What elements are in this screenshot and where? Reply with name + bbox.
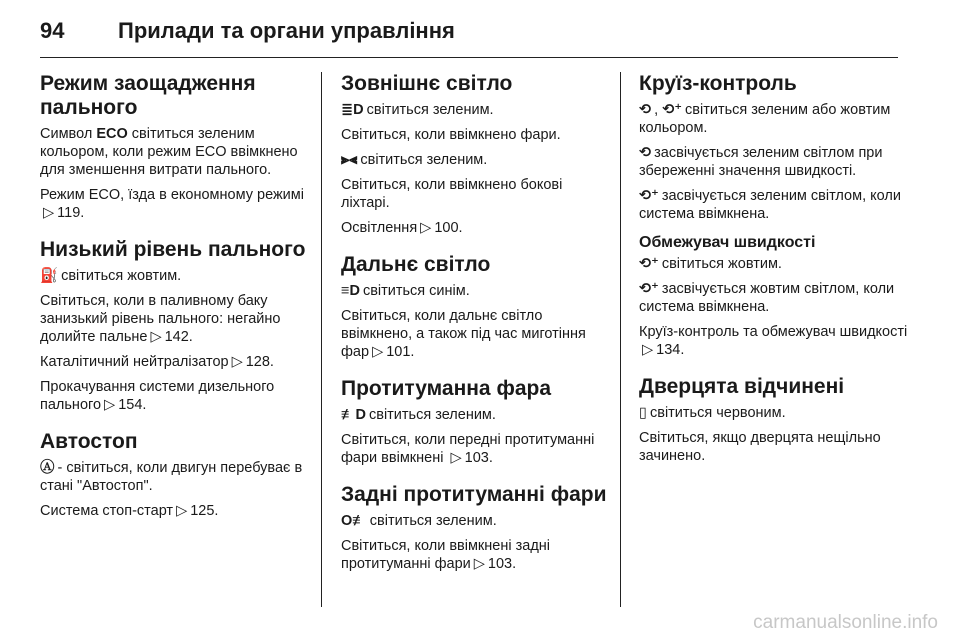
page-ref-icon: ▷ — [473, 556, 485, 572]
low-fuel-text — [40, 292, 310, 346]
column-divider-1 — [321, 72, 322, 607]
column-1 — [40, 72, 310, 527]
text: Символ — [40, 126, 97, 142]
text: світиться зеленим. — [369, 513, 497, 529]
catalytic-ref — [40, 353, 310, 371]
page-ref-icon: ▷ — [150, 329, 162, 345]
heading-low-fuel: Низький рівень пального — [40, 238, 306, 261]
cruise-stored-text — [639, 144, 909, 180]
text: Світиться, коли ввімкнені задні протитуманні фари — [341, 538, 551, 572]
text: засвічується зеленим світлом при збереженні значення швидкості. — [639, 145, 883, 179]
speed-limiter-icon: ⟲⁺ — [639, 256, 659, 272]
text: засвічується зеленим світлом, коли система ввімкнена. — [639, 188, 901, 222]
front-fog-text — [341, 431, 611, 467]
page-ref-icon: ▷ — [43, 205, 55, 221]
cruise-icon: ⟲ — [639, 102, 652, 118]
page-ref: 103. — [464, 450, 493, 466]
cruise-on-text — [639, 187, 909, 223]
page-ref-icon: ▷ — [104, 397, 116, 413]
text: - світиться, коли двигун перебуває в стані "Автостоп". — [40, 460, 303, 494]
heading-exterior-light: Зовнішнє світло — [341, 72, 513, 95]
stop-start-ref — [40, 502, 310, 520]
rear-fog-icon: O≢ — [341, 513, 367, 529]
side-lights-indicator — [341, 151, 611, 169]
cruise-icon: ⟲ — [639, 145, 652, 161]
low-beam-icon: ≣D — [341, 102, 364, 118]
text: Світиться, коли дальнє світло ввімкнено, а також під час миготіння фар — [341, 308, 586, 360]
speed-limiter-icon: ⟲⁺ — [639, 281, 659, 297]
page-number: 94 — [40, 18, 65, 43]
text: Освітлення — [341, 220, 418, 236]
heading-autostop: Автостоп — [40, 430, 138, 453]
text: засвічується жовтим світлом, коли система ввімкнена. — [639, 281, 895, 315]
eco-symbol: ECO — [96, 126, 128, 142]
column-divider-2 — [620, 72, 621, 607]
text: світиться зеленим або жовтим кольором. — [639, 102, 891, 136]
fuel-pump-icon: ⛽ — [40, 268, 59, 284]
text: світиться синім. — [362, 283, 470, 299]
diesel-bleed-ref — [40, 378, 310, 414]
limiter-on-text — [639, 280, 909, 316]
page-ref-icon: ▷ — [176, 503, 188, 519]
text: Світиться, коли в паливному баку занизький рівень пального: негайно долийте пальне — [40, 293, 281, 345]
text: Прокачування системи дизельного пального — [40, 379, 275, 413]
text: світиться жовтим. — [61, 268, 182, 284]
header-divider — [40, 57, 898, 58]
page-ref: 142. — [164, 329, 193, 345]
page-header — [40, 18, 920, 58]
text: світиться зеленим. — [360, 152, 488, 168]
page-ref: 154. — [118, 397, 147, 413]
heading-door-open: Дверцята відчинені — [639, 375, 845, 398]
page-ref-icon: ▷ — [642, 342, 654, 358]
high-beam-indicator — [341, 282, 611, 300]
side-lights-icon: ⫸⫷ — [341, 152, 358, 168]
page-ref-icon: ▷ — [372, 344, 384, 360]
text: Круїз-контроль та обмежувач швидкості — [639, 324, 908, 340]
text: Система стоп-старт — [40, 503, 174, 519]
low-beam-indicator — [341, 101, 611, 119]
autostop-indicator — [40, 459, 310, 495]
column-3 — [639, 72, 909, 472]
low-fuel-indicator — [40, 267, 310, 285]
text: Світиться, коли передні протитуманні фари ввімкнені — [341, 432, 595, 466]
page-ref-icon: ▷ — [420, 220, 432, 236]
column-2 — [341, 72, 611, 580]
door-indicator — [639, 404, 909, 422]
fuel-economy-ref — [40, 186, 310, 222]
text: світиться червоним. — [649, 405, 786, 421]
watermark: carmanualsonline.info — [753, 612, 938, 633]
rear-fog-text — [341, 537, 611, 573]
fuel-economy-text — [40, 125, 310, 179]
heading-fuel-economy: Режим заощадження пального — [40, 72, 256, 119]
autostop-icon: Ⓐ — [40, 460, 55, 476]
cruise-indicator: ⟲ , ⟲⁺ світиться зеленим або жовтим кольором. — [639, 102, 891, 136]
page-ref: 100. — [434, 220, 463, 236]
text: світиться зеленим кольором, коли режим ECO ввімкнено для зменшення витрати пального. — [40, 126, 298, 178]
limiter-indicator — [639, 255, 909, 273]
page-ref: 125. — [190, 503, 219, 519]
heading-front-fog: Протитуманна фара — [341, 377, 552, 400]
heading-rear-fog: Задні протитуманні фари — [341, 483, 607, 506]
side-lights-text: Світиться, коли ввімкнено бокові ліхтарі. — [341, 177, 563, 211]
cruise-limiter-ref — [639, 323, 909, 359]
high-beam-icon: ≡D — [341, 283, 360, 299]
page-ref: 128. — [245, 354, 274, 370]
door-open-icon: ▯ — [639, 405, 647, 421]
rear-fog-indicator — [341, 512, 611, 530]
heading-high-beam: Дальнє світло — [341, 253, 491, 276]
page-ref-icon: ▷ — [231, 354, 243, 370]
low-beam-text: Світиться, коли ввімкнено фари. — [341, 127, 561, 143]
page-ref: 103. — [487, 556, 517, 572]
front-fog-indicator — [341, 406, 611, 424]
lighting-ref — [341, 219, 611, 237]
page-title: Прилади та органи управління — [118, 18, 455, 43]
text: Режим ECO, їзда в економному режимі — [40, 187, 304, 203]
page-ref: 101. — [386, 344, 415, 360]
door-text: Світиться, якщо дверцята нещільно зачинено. — [639, 430, 881, 464]
page-ref-icon: ▷ — [450, 450, 462, 466]
heading-speed-limiter: Обмежувач швидкості — [639, 234, 816, 251]
page-ref: 134. — [656, 342, 685, 358]
cruise-set-icon: ⟲⁺ — [639, 188, 659, 204]
cruise-set-icon: ⟲⁺ — [662, 102, 683, 118]
text: світиться жовтим. — [661, 256, 782, 272]
text: світиться зеленим. — [366, 102, 494, 118]
page-ref: 119. — [57, 205, 85, 221]
text: Каталітичний нейтралізатор — [40, 354, 229, 370]
heading-cruise-control: Круїз-контроль — [639, 72, 797, 95]
high-beam-text — [341, 307, 611, 361]
front-fog-icon: ≢D — [341, 407, 366, 423]
text: світиться зеленим. — [368, 407, 496, 423]
